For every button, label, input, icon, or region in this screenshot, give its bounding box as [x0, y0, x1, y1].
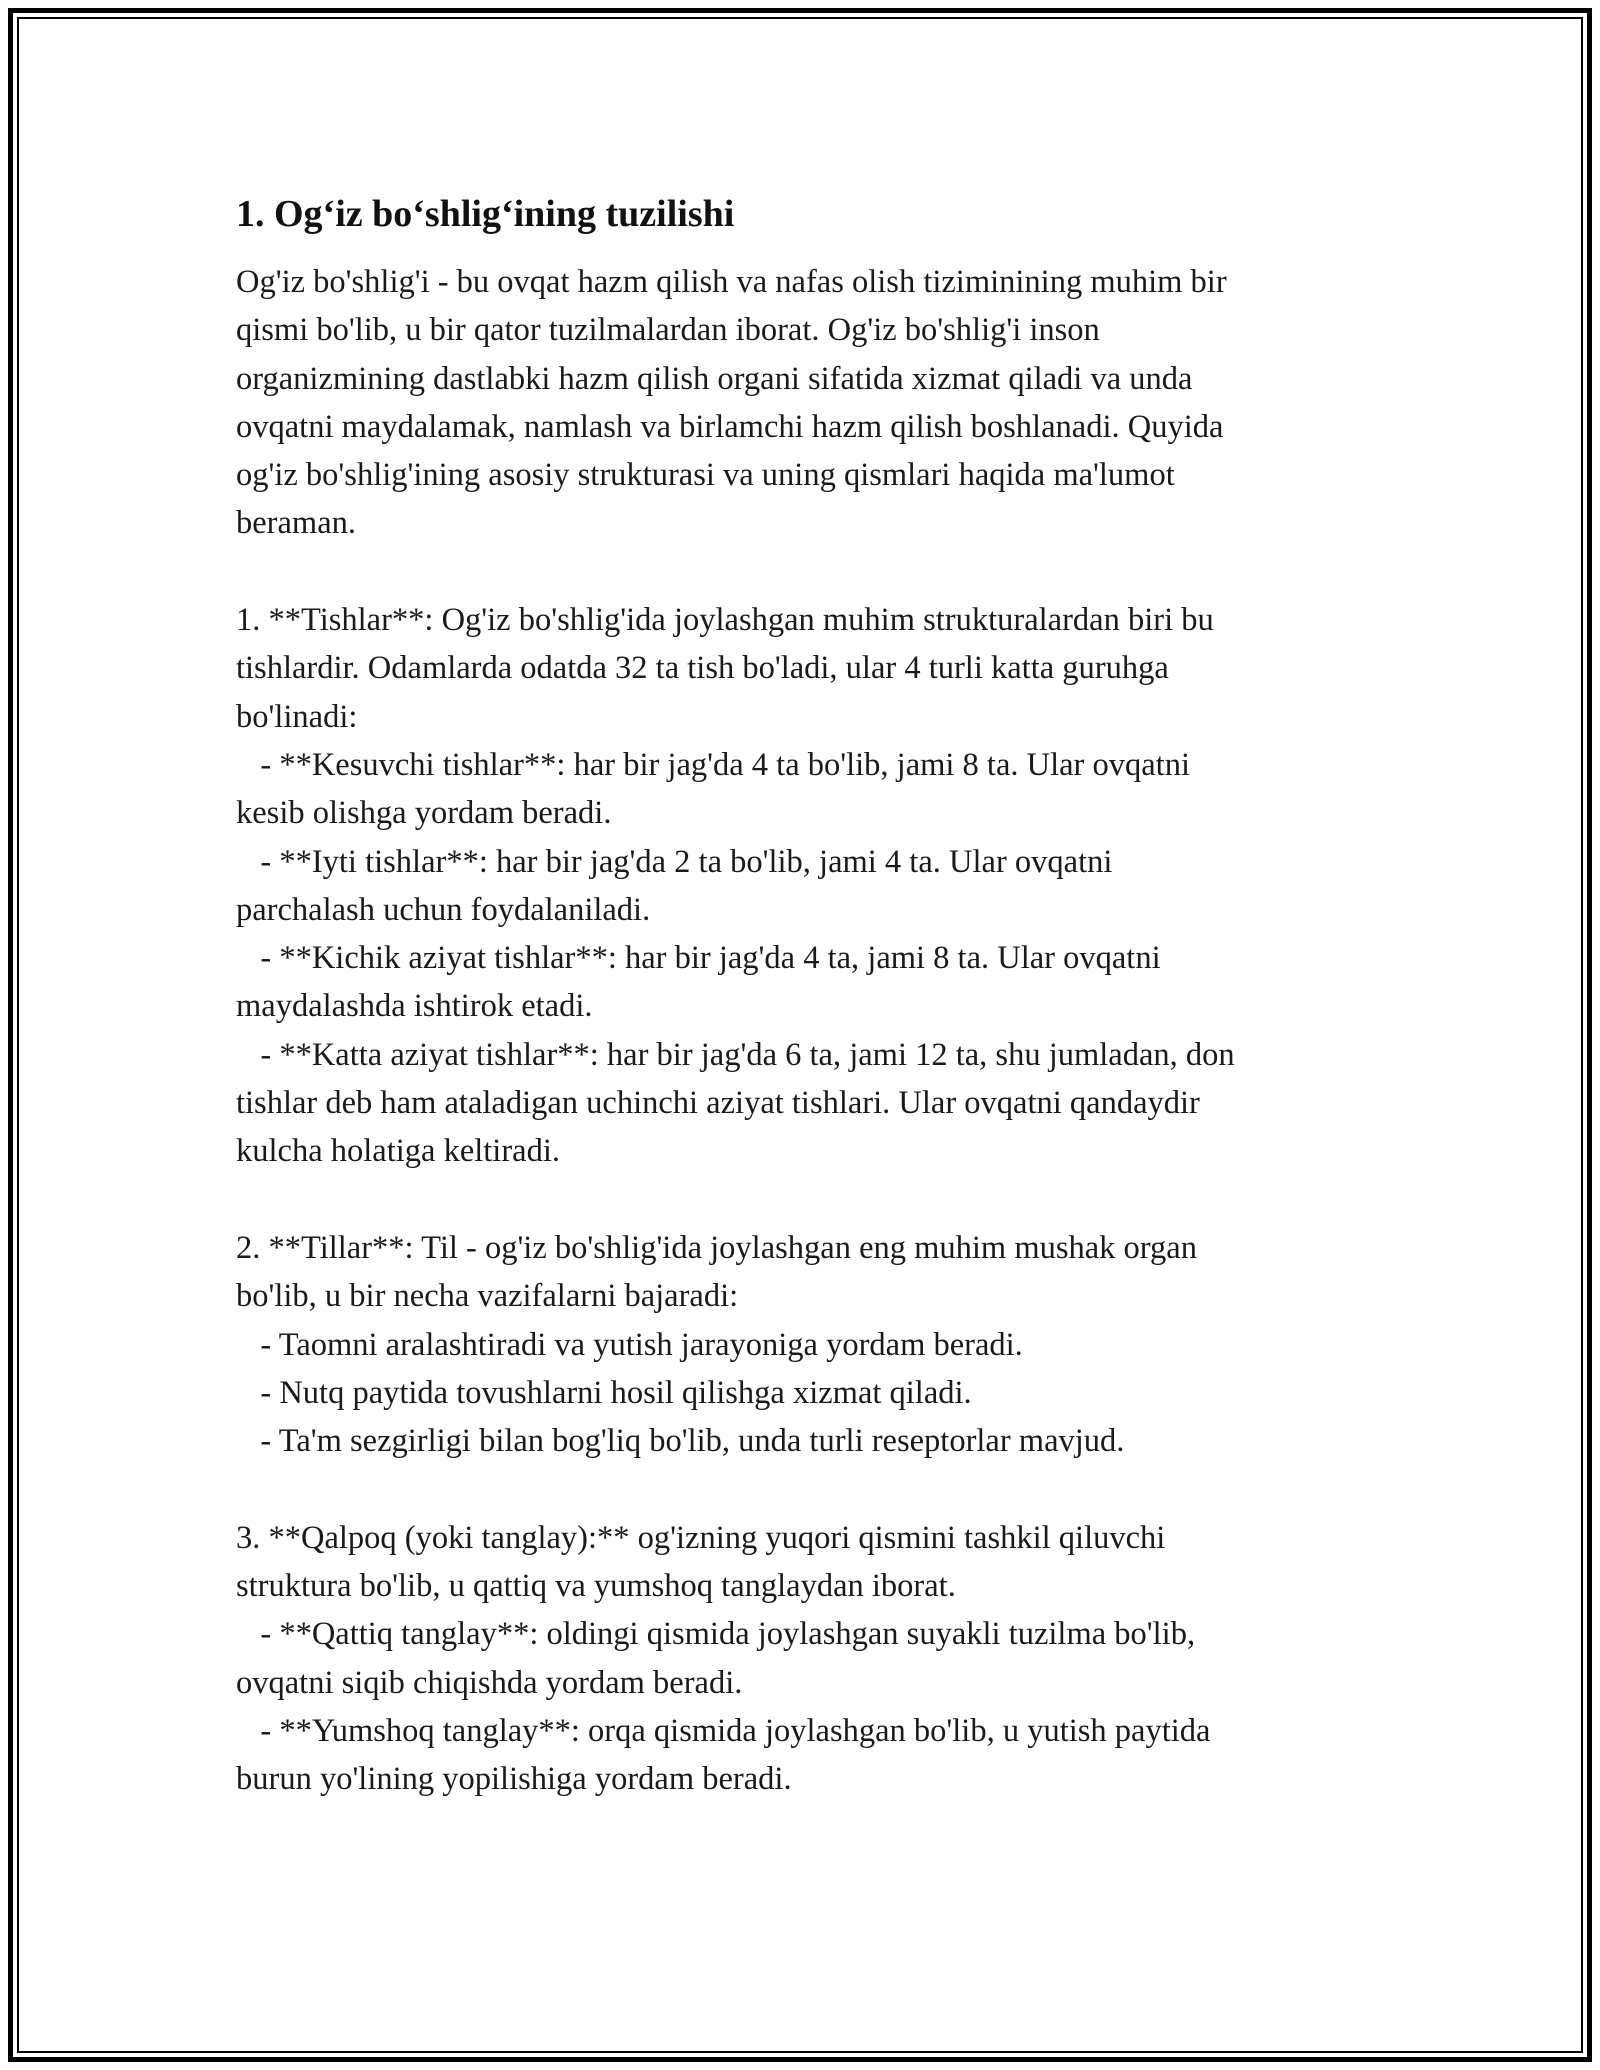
blank-line — [236, 548, 1386, 596]
text-line: ovqatni maydalamak, namlash va birlamchi hazm qilish boshlanadi. Quyida — [236, 408, 1224, 445]
document-title: 1. Og‘iz bo‘shlig‘ining tuzilishi — [236, 193, 735, 235]
text-line: - Ta'm sezgirligi bilan bog'liq bo'lib, unda turli reseptorlar mavjud. — [236, 1423, 1125, 1460]
text-line: og'iz bo'shlig'ining asosiy strukturasi va uning qismlari haqida ma'lumot — [236, 457, 1175, 494]
text-line: burun yo'lining yopilishiga yordam beradi. — [236, 1761, 792, 1798]
text-line: - **Iyti tishlar**: har bir jag'da 2 ta bo'lib, jami 4 ta. Ular ovqatni — [236, 843, 1113, 880]
text-line: - **Katta aziyat tishlar**: har bir jag'da 6 ta, jami 12 ta, shu jumladan, don — [236, 1036, 1235, 1073]
blank-line — [236, 1465, 1386, 1513]
text-line: - **Qattiq tanglay**: oldingi qismida joylashgan suyakli tuzilma bo'lib, — [236, 1616, 1196, 1653]
text-line: tishlar deb ham ataladigan uchinchi aziyat tishlari. Ular ovqatni qandaydir — [236, 1085, 1200, 1122]
text-line: qismi bo'lib, u bir qator tuzilmalardan iborat. Og'iz bo'shlig'i inson — [236, 312, 1100, 349]
text-line: beraman. — [236, 505, 357, 542]
text-line: bo'linadi: — [236, 698, 358, 735]
text-line: struktura bo'lib, u qattiq va yumshoq tanglaydan iborat. — [236, 1568, 956, 1605]
document-text — [236, 258, 1386, 1804]
text-line: - Taomni aralashtiradi va yutish jarayoniga yordam beradi. — [236, 1326, 1023, 1363]
text-line: maydalashda ishtirok etadi. — [236, 988, 593, 1025]
text-line: ovqatni siqib chiqishda yordam beradi. — [236, 1664, 743, 1701]
text-line: 3. **Qalpoq (yoki tanglay):** og'izning yuqori qismini tashkil qiluvchi — [236, 1519, 1166, 1556]
text-line: parchalash uchun foydalaniladi. — [236, 891, 651, 928]
text-line: bo'lib, u bir necha vazifalarni bajaradi: — [236, 1278, 739, 1315]
text-line: Og'iz bo'shlig'i - bu ovqat hazm qilish va nafas olish tiziminining muhim bir — [236, 264, 1227, 300]
text-line: - **Yumshoq tanglay**: orqa qismida joylashgan bo'lib, u yutish paytida — [236, 1712, 1211, 1749]
text-line: - **Kesuvchi tishlar**: har bir jag'da 4 ta bo'lib, jami 8 ta. Ular ovqatni — [236, 746, 1190, 783]
text-line: kulcha holatiga keltiradi. — [236, 1133, 560, 1170]
blank-line — [236, 1176, 1386, 1224]
text-line: 2. **Tillar**: Til - og'iz bo'shlig'ida joylashgan eng muhim mushak organ — [236, 1229, 1197, 1266]
text-line: - Nutq paytida tovushlarni hosil qilishga xizmat qiladi. — [236, 1374, 972, 1411]
text-line: organizmining dastlabki hazm qilish organi sifatida xizmat qiladi va unda — [236, 360, 1193, 397]
text-line: kesib olishga yordam beradi. — [236, 795, 612, 832]
text-line: - **Kichik aziyat tishlar**: har bir jag'da 4 ta, jami 8 ta. Ular ovqatni — [236, 940, 1161, 977]
document-body — [236, 190, 1386, 1804]
text-line: tishlardir. Odamlarda odatda 32 ta tish bo'ladi, ular 4 turli katta guruhga — [236, 650, 1169, 687]
text-line: 1. **Tishlar**: Og'iz bo'shlig'ida joylashgan muhim strukturalardan biri bu — [236, 602, 1214, 639]
